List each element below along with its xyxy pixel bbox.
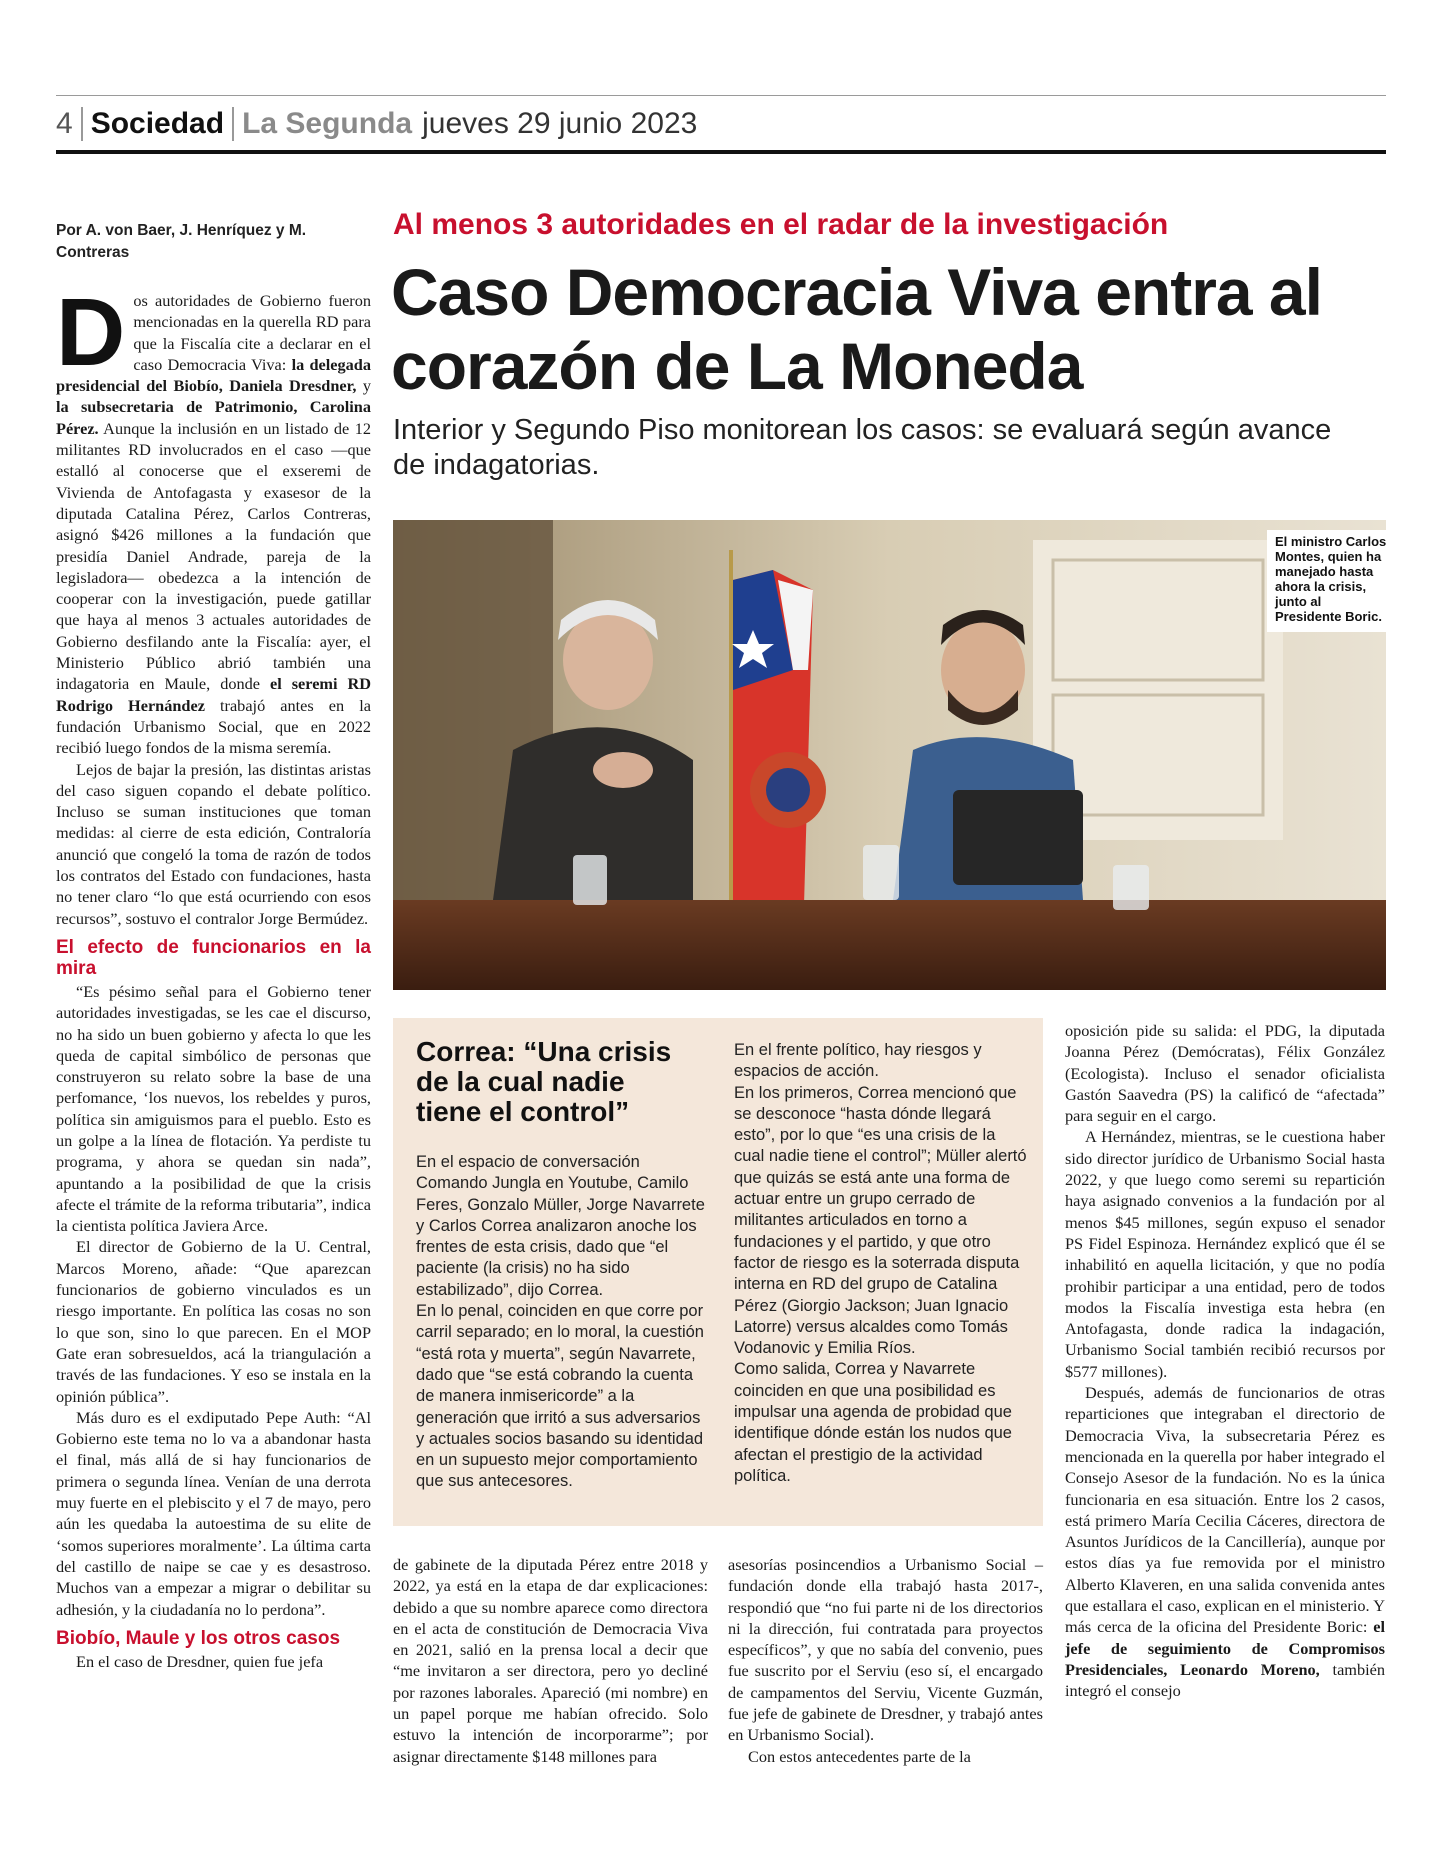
deck: Interior y Segundo Piso monitorean los casos: se evaluará según avance de indagatorias. <box>393 414 1332 481</box>
sidebar-column-2 <box>734 1040 1029 1487</box>
paragraph: En el caso de Dresdner, quien fue jefa <box>76 1651 324 1671</box>
byline: Por A. von Baer, J. Henríquez y M. Contreras <box>56 222 307 261</box>
kicker: Al menos 3 autoridades en el radar de la investigación <box>393 208 1169 241</box>
lead-paragraph: Dos autoridades de Gobierno fueron mencionadas en la querella RD para que la Fiscalía cite a declarar en el caso Democracia Viva: la delegada presidencial del Biobío, Daniela Dresdner, y la subsecretaria de Patrimonio, Carolina Pérez. Aunque la inclusión en un listado de 12 militantes RD involucrados en el caso —que estalló al conocerse que el exseremi de Vivienda de Antofagasta y exasesor de la diputada Catalina Pérez, Carlos Contreras, asignó $426 millones a la fundación que presidía Daniel Andrade, pareja de la legisladora— obedezca a la intención de cooperar con la investigación, puede gatillar que haya al menos 3 actuales autoridades de Gobierno desfilando ante la Fiscalía: ayer, el Ministerio Público abrió también una indagatoria en Maule, donde el seremi RD Rodrigo Hernández trabajó antes en la fundación Urbanismo Social, que en 2022 recibió luego fondos de la misma seremía. <box>56 279 371 758</box>
paragraph: Con estos antecedentes parte de la <box>748 1746 971 1766</box>
paragraph: Más duro es el exdiputado Pepe Auth: “Al Gobierno este tema no lo va a abandonar hasta el final, más allá de si hay funcionarios de primera o segunda línea. Venían de una derrota muy fuerte en el plebiscito y el 7 de mayo, pero aún les quedaba la autoestima de su elite de ‘somos superiores moralmente’. La última carta del castillo de naipe se cae y es desastroso. Muchos van a empezar a migrar o debilitar su adhesión, y la ciudadanía no lo perdona”. <box>56 1407 371 1619</box>
photo-caption: El ministro Carlos Montes, quien ha manejado hasta ahora la crisis, junto al Presidente Boric. <box>1267 530 1393 632</box>
subhead: Biobío, Maule y los otros casos <box>56 1627 341 1649</box>
paragraph: “Es pésimo señal para el Gobierno tener autoridades investigadas, se les cae el discurso, no ha sido un buen gobierno y afecta lo que les queda de capital simbólico de personas que construyeron su relato sobre la base de una perfomance, ‘los nuevos, los rebeldes y puros, política sin amiguismos para el pueblo. Esto es un golpe a la línea de flotación. Ya perdiste tu programa, y ahora se quedan sin nada”, apuntando a la posibilidad de que la crisis afecte el trámite de la reforma tributaria”, indica la cientista política Javiera Arce. <box>56 981 371 1236</box>
header-rule <box>56 150 1386 154</box>
photo-illustration <box>393 520 1386 990</box>
paragraph: En lo penal, coinciden en que corre por carril separado; en lo moral, la cuestión “está rota y muerta”, según Navarrete, dado que “se está cobrando la cuenta de manera inmisericorde” a la generación que irritó a sus adversarios y actuales socios basando su identidad en un supuesto mejor comportamiento que sus antecesores. <box>416 1302 704 1491</box>
paragraph: Como salida, Correa y Navarrete coinciden en que una posibilidad es impulsar una agenda de probidad que identifique dónde están los nudos que afectan el prestigio de la actividad política. <box>734 1360 1012 1485</box>
issue-date: jueves 29 junio 2023 <box>422 107 698 140</box>
paragraph: de gabinete de la diputada Pérez entre 2018 y 2022, ya está en la etapa de dar explicaciones: debido a que su nombre aparece como directora en el acta de constitución de Democracia Viva en 2021, salió en la prensa local a decir que “me invitaron a ser directora, pero yo decliné por razones laborales. Apareció (mi nombre) en un papel porque me habían ofrecido. Solo estuvo la intención de incorporarme”; por asignar directamente $148 millones para <box>393 1555 708 1766</box>
paragraph: A Hernández, mientras, se le cuestiona haber sido director jurídico de Urbanismo Social hasta 2022, y que luego como seremi su repartición haya asignado convenios a la fundación por al menos $45 millones, según expuso el senador PS Fidel Espinoza. Hernández explicó que él se inhabilitó en aquella licitación, y que no podía prohibir participar a una entidad, pero de todos modos la Fiscalía investiga esta hebra (en Antofagasta, donde radica la indagación, Urbanismo Social también recibió recursos por $577 millones). <box>1065 1127 1385 1381</box>
right-column <box>1065 1020 1385 1702</box>
paragraph: oposición pide su salida: el PDG, la diputada Joanna Pérez (Demócratas), Félix González (Ecologista). Incluso el senador oficialista Gastón Saavedra (PS) la calificó de “afectada” para seguir en el cargo. <box>1065 1021 1385 1126</box>
drop-cap: D <box>56 279 126 386</box>
page-number: 4 <box>56 107 83 141</box>
section-name: Sociedad <box>91 107 234 141</box>
paragraph: En el frente político, hay riesgos y espacios de acción. <box>734 1041 982 1081</box>
paragraph: Después, además de funcionarios de otras reparticiones que integraban el directorio de Democracia Viva, la subsecretaria Pérez es mencionada en la querella por haber integrado el Consejo Asesor de la fundación. No es la única funcionaria en esa situación. Entre los 2 casos, está primero María Cecilia Cáceres, directora de Asuntos Jurídicos de la Cancillería), aunque por estos días ya fue removida por el ministro Alberto Klaveren, en una salida convenida antes que estallara el caso, explican en el ministerio. Y más cerca de la oficina del Presidente Boric: el jefe de seguimiento de Compromisos Presidenciales, Leonardo Moreno, también integró el consejo <box>1065 1383 1386 1701</box>
sidebar-title: Correa: “Una crisis de la cual nadie tiene el control” <box>416 1036 672 1127</box>
subhead: El efecto de funcionarios en la mira <box>56 936 371 979</box>
article-photo <box>393 520 1386 990</box>
mid-column-1 <box>393 1554 708 1767</box>
paragraph: En el espacio de conversación Comando Jungla en Youtube, Camilo Feres, Gonzalo Müller, Jorge Navarrete y Carlos Correa analizaron anoche los frentes de esta crisis, dado que “el paciente (la crisis) no ha sido estabilizado”, dijo Correa. <box>416 1153 705 1299</box>
sidebar-column-1 <box>416 1152 706 1493</box>
paragraph: En los primeros, Correa mencionó que se desconoce “hasta dónde llegará esto”, por lo que “es una crisis de la cual nadie tiene el control”; Müller alertó que quizás se está ante una forma de actuar entre un grupo cerrado de militantes articulados en torno a fundaciones y el partido, y que otro factor de riesgo es la soterrada disputa interna en RD del grupo de Catalina Pérez (Giorgio Jackson; Juan Ignacio Latorre) versus alcaldes como Tomás Vodanovic y Emilia Ríos. <box>734 1083 1027 1358</box>
paragraph: El director de Gobierno de la U. Central, Marcos Moreno, añade: “Que aparezcan funcionarios de gobierno vinculados es un riesgo importante. En política las cosas no son lo que son, sino lo que parecen. En el MOP Gate eran sobresueldos, acá la triangulación a través de las fundaciones. Y eso se instala en la opinión pública”. <box>56 1237 371 1406</box>
mid-column-2 <box>728 1554 1043 1767</box>
headline: Caso Democracia Viva entra al corazón de La Moneda <box>391 255 1322 403</box>
left-column <box>56 279 371 1672</box>
page-header <box>56 96 697 152</box>
newspaper-name: La Segunda <box>242 107 413 140</box>
paragraph: Lejos de bajar la presión, las distintas aristas del caso siguen copando el debate político. Incluso se suman instituciones que toman medidas: al cierre de esta edición, Contraloría anunció que congeló la toma de razón de todos los contratos del Estado con fundaciones, hasta no tener claro “lo que está ocurriendo con esos recursos”, sostuvo el contralor Jorge Bermúdez. <box>56 759 371 928</box>
paragraph: asesorías posincendios a Urbanismo Social –fundación donde ella trabajó hasta 2017-, respondió que “no fui parte ni de los directorios ni la dirección, fui contratada para proyectos específicos”, y que no sabía del convenio, pues fue suscrito por el Serviu (eso sí, el encargado de campamentos del Serviu, Vicente Guzmán, fue jefe de gabinete de Dresdner, y trabajó antes en Urbanismo Social). <box>728 1555 1043 1745</box>
